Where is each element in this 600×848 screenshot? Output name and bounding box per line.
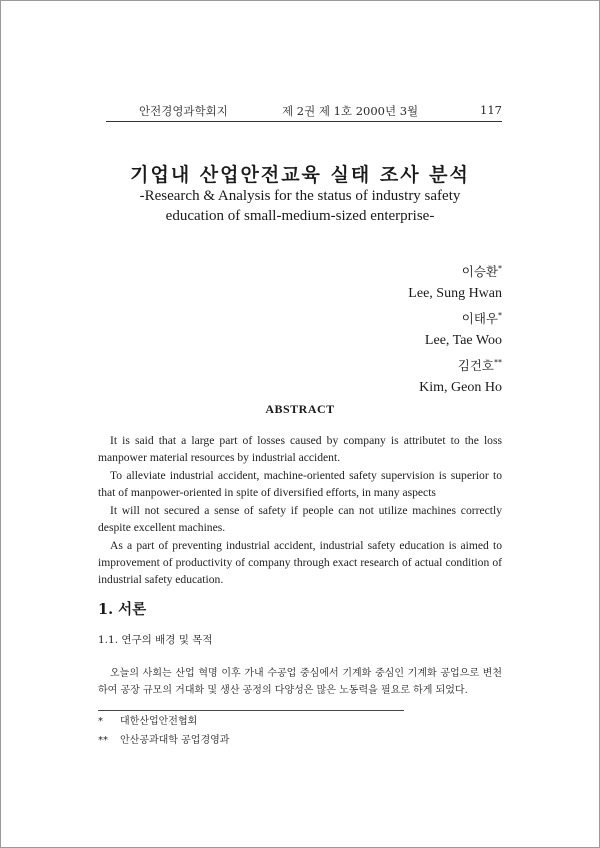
title-english-line-1: -Research & Analysis for the status of industry safety <box>139 188 461 204</box>
abstract-paragraph: It is said that a large part of losses caused by company is attributet to the loss manpower material resources by industrial accident. <box>98 434 502 464</box>
footnote-affiliation-1: * 대한산업안전협회 <box>98 712 502 731</box>
abstract-paragraph: It will not secured a sense of safety if people can not utilize machines correctly despite excellent machines. <box>98 504 502 534</box>
author-list <box>408 258 502 399</box>
author-korean-name: 이태우* <box>461 311 502 326</box>
footnote-mark: * <box>98 716 103 727</box>
section-heading-introduction: 1. 서론 <box>98 601 147 618</box>
page-number: 117 <box>480 103 502 117</box>
abstract-heading: ABSTRACT <box>265 402 335 416</box>
title-english-line-2: education of small-medium-sized enterprise- <box>165 208 435 224</box>
running-header <box>106 103 502 121</box>
affiliation-mark: * <box>498 311 502 320</box>
abstract-paragraph: To alleviate industrial accident, machine-oriented safety supervision is superior to that of manpower-oriented in spite of diversified efforts, in many aspects <box>98 469 502 499</box>
author-korean-name: 이승환* <box>461 264 502 279</box>
author-english-name: Lee, Tae Woo <box>424 333 502 348</box>
footnotes <box>98 712 502 750</box>
header-rule <box>106 121 502 122</box>
footnote-rule <box>98 710 404 711</box>
body-paragraph: 오늘의 사회는 산업 혁명 이후 가내 수공업 중심에서 기계화 중심인 기계화 공업으로 변천하여 공장 규모의 거대화 및 생산 공정의 다양성은 많은 노동력을 필요로 하게 되었다. <box>98 668 502 696</box>
affiliation-mark: * <box>498 264 502 273</box>
paper-title-english <box>0 186 600 226</box>
journal-name: 안전경영과학회지 <box>139 104 228 118</box>
abstract-paragraph: As a part of preventing industrial accident, industrial safety education is aimed to improvement of productivity of company through exact research of actual condition of industrial safety education. <box>98 539 502 586</box>
affiliation-mark: ** <box>494 358 502 367</box>
author-korean-name: 김건호** <box>457 358 502 373</box>
abstract-body <box>98 432 502 589</box>
author-english-name: Kim, Geon Ho <box>419 380 502 395</box>
subsection-heading-background: 1.1. 연구의 배경 및 목적 <box>98 634 213 646</box>
paper-title-korean: 기업내 산업안전교육 실태 조사 분석 <box>130 164 470 186</box>
footnote-mark: ** <box>98 735 108 746</box>
author-english-name: Lee, Sung Hwan <box>408 286 502 301</box>
footnote-affiliation-2: ** 안산공과대학 공업경영과 <box>98 731 502 750</box>
volume-issue: 제 2권 제 1호 2000년 3월 <box>282 104 419 118</box>
